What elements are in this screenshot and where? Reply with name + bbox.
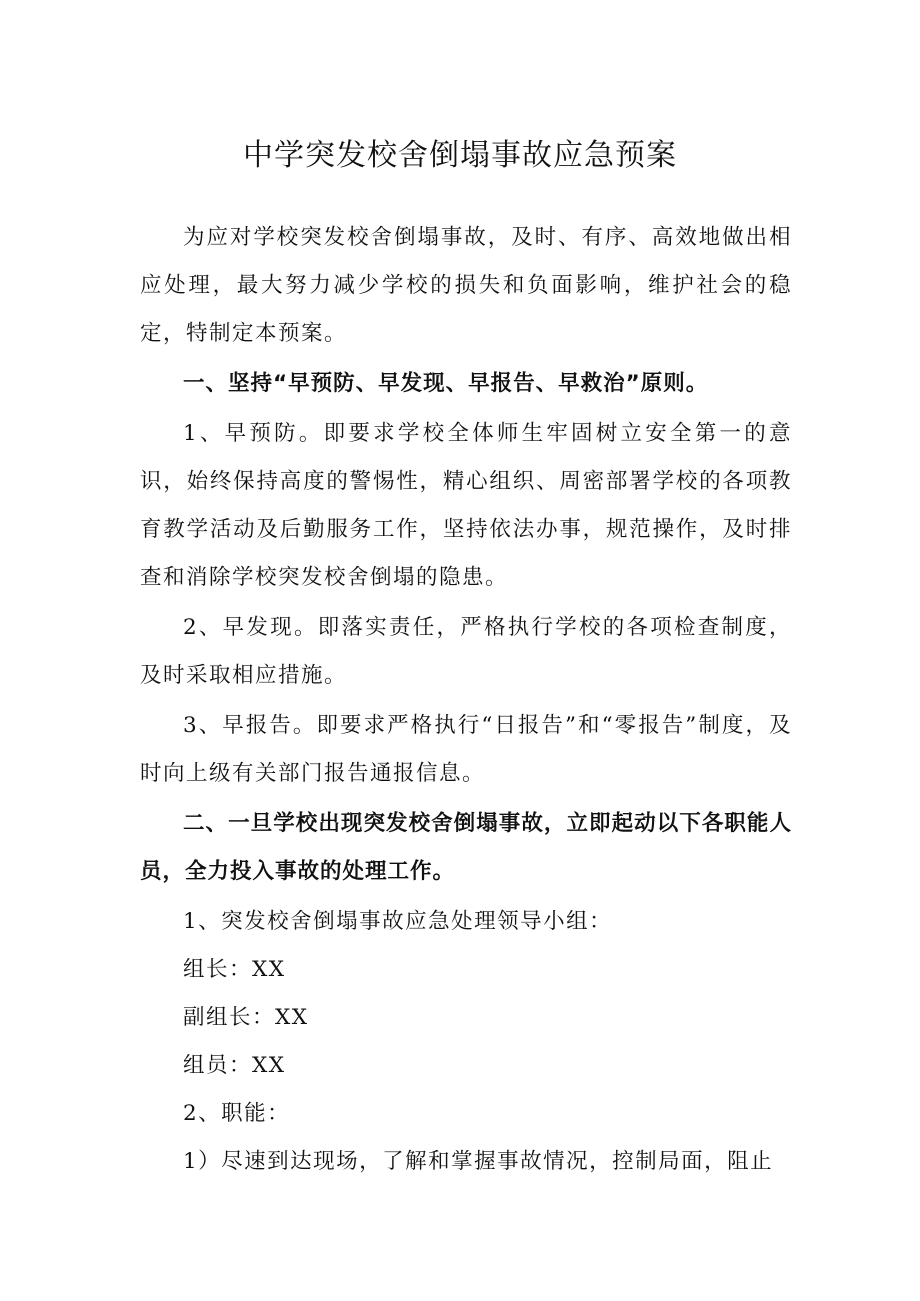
document-title: 中学突发校舍倒塌事故应急预案 xyxy=(243,138,677,173)
paragraph-functions: 2、职能： xyxy=(183,1101,291,1126)
paragraph-early-prevention: 1、早预防。即要求学校全体师生牢固树立安全第一的意识，始终保持高度的警惕性，精心组织、周密部署学校的各项教育教学活动及后勤服务工作，坚持依法办事，规范操作，及时排查和消除学校突发校舍倒塌的隐患。 xyxy=(140,421,792,590)
paragraph-early-reporting: 3、早报告。即要求严格执行“日报告”和“零报告”制度，及时向上级有关部门报告通报信息。 xyxy=(140,713,792,786)
intro-paragraph: 为应对学校突发校舍倒塌事故，及时、有序、高效地做出相应处理，最大努力减少学校的损失和负面影响，维护社会的稳定，特制定本预案。 xyxy=(140,225,792,346)
paragraph-deputy-leader: 副组长：XX xyxy=(183,1005,309,1030)
paragraph-group-members: 组员：XX xyxy=(183,1053,286,1078)
paragraph-group-leader: 组长：XX xyxy=(183,957,286,982)
document-body xyxy=(140,214,792,1186)
section-heading-1: 一、坚持“早预防、早发现、早报告、早救治”原则。 xyxy=(183,371,709,396)
paragraph-function-1: 1）尽速到达现场，了解和掌握事故情况，控制局面，阻止 xyxy=(183,1149,774,1174)
section-heading-2: 二、一旦学校出现突发校舍倒塌事故，立即起动以下各职能人员，全力投入事故的处理工作。 xyxy=(140,811,792,884)
paragraph-leadership-group: 1、突发校舍倒塌事故应急处理领导小组： xyxy=(183,909,613,934)
paragraph-early-detection: 2、早发现。即落实责任，严格执行学校的各项检查制度，及时采取相应措施。 xyxy=(140,615,792,688)
